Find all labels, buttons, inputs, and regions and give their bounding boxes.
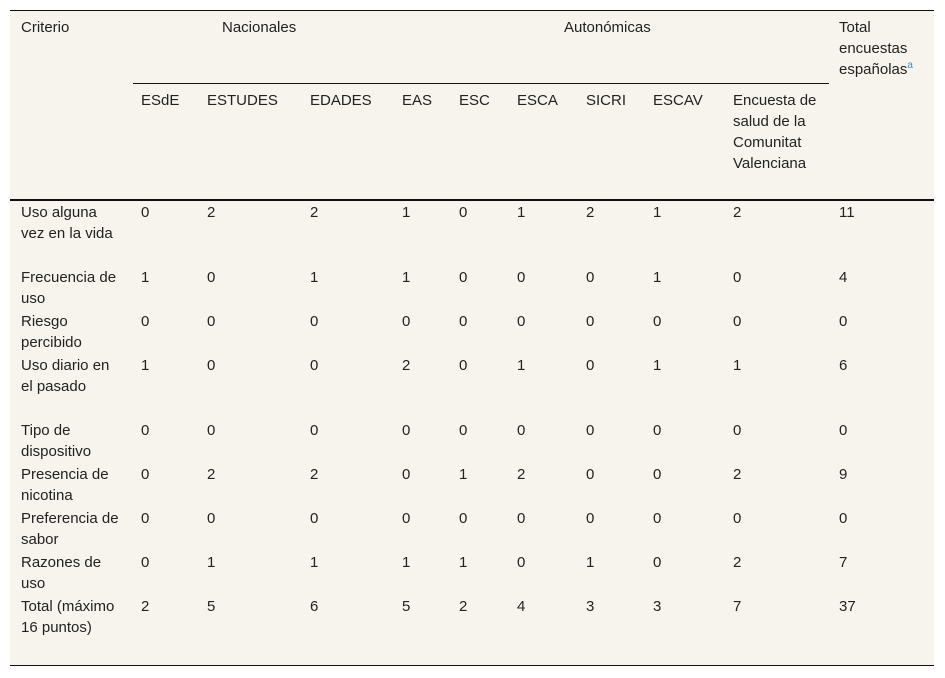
table-cell: 0 xyxy=(517,269,526,286)
table-cell: 0 xyxy=(653,466,662,483)
total-cell: 0 xyxy=(839,510,848,527)
row-label: Razones de uso xyxy=(21,554,102,592)
table-cell: 0 xyxy=(586,269,595,286)
table-cell: 0 xyxy=(141,510,150,527)
table-cell: 1 xyxy=(141,269,150,286)
table-cell: 0 xyxy=(733,269,742,286)
table-cell: 2 xyxy=(207,204,216,221)
total-cell: 0 xyxy=(839,422,848,439)
table-cell: 0 xyxy=(207,313,216,330)
table-cell: 0 xyxy=(141,554,150,571)
table-cell: 0 xyxy=(653,510,662,527)
table-cell: 0 xyxy=(207,357,216,374)
total-cell: 4 xyxy=(839,269,848,286)
table-cell: 1 xyxy=(459,554,468,571)
header-rule xyxy=(10,199,934,201)
table-cell: 2 xyxy=(310,466,319,483)
table-cell: 1 xyxy=(402,269,411,286)
table-cell: 0 xyxy=(586,510,595,527)
total-cell: 37 xyxy=(839,598,856,615)
table-cell: 5 xyxy=(402,598,411,615)
table-cell: 1 xyxy=(459,466,468,483)
table-cell: 0 xyxy=(586,357,595,374)
table-cell: 0 xyxy=(141,422,150,439)
table-cell: 0 xyxy=(653,554,662,571)
total-cell: 9 xyxy=(839,466,848,483)
table-cell: 0 xyxy=(517,422,526,439)
table-cell: 2 xyxy=(310,204,319,221)
table-cell: 0 xyxy=(733,422,742,439)
table-cell: 1 xyxy=(402,554,411,571)
column-header: ESCA xyxy=(517,92,558,109)
table-cell: 0 xyxy=(141,466,150,483)
table-cell: 1 xyxy=(517,204,526,221)
table-cell: 1 xyxy=(653,269,662,286)
table-cell: 1 xyxy=(586,554,595,571)
table-cell: 0 xyxy=(141,313,150,330)
column-header: ESTUDES xyxy=(207,92,278,109)
table-cell: 4 xyxy=(517,598,526,615)
table-cell: 0 xyxy=(586,466,595,483)
row-label: Presencia de nicotina xyxy=(21,466,109,504)
table-cell: 0 xyxy=(517,554,526,571)
row-label: Uso alguna vez en la vida xyxy=(21,204,113,242)
total-cell: 7 xyxy=(839,554,848,571)
table-cell: 2 xyxy=(141,598,150,615)
top-rule xyxy=(10,10,934,11)
column-header: EDADES xyxy=(310,92,372,109)
table-cell: 1 xyxy=(517,357,526,374)
table-cell: 1 xyxy=(207,554,216,571)
table-cell: 0 xyxy=(459,269,468,286)
footnote-marker[interactable]: a xyxy=(907,60,913,71)
header-nacionales: Nacionales xyxy=(222,19,297,36)
table-cell: 2 xyxy=(207,466,216,483)
table-cell: 0 xyxy=(207,422,216,439)
table-cell: 2 xyxy=(459,598,468,615)
row-label: Total (máximo 16 puntos) xyxy=(21,598,115,636)
table-cell: 2 xyxy=(586,204,595,221)
table-panel xyxy=(10,10,934,666)
column-header: ESCAV xyxy=(653,92,703,109)
table-cell: 1 xyxy=(310,554,319,571)
table-cell: 0 xyxy=(586,313,595,330)
table-cell: 0 xyxy=(459,204,468,221)
table-cell: 0 xyxy=(459,357,468,374)
table-cell: 0 xyxy=(459,422,468,439)
column-header: Encuesta de salud de la Comunitat Valenciana xyxy=(733,92,817,172)
group-rule xyxy=(133,83,829,84)
row-label: Frecuencia de uso xyxy=(21,269,117,307)
table-cell: 0 xyxy=(517,313,526,330)
table-cell: 0 xyxy=(310,357,319,374)
total-cell: 11 xyxy=(839,204,855,221)
table-cell: 1 xyxy=(141,357,150,374)
total-cell: 6 xyxy=(839,357,848,374)
table-cell: 1 xyxy=(733,357,742,374)
table-cell: 0 xyxy=(141,204,150,221)
table-cell: 0 xyxy=(733,313,742,330)
row-label: Riesgo percibido xyxy=(21,313,82,351)
table-cell: 0 xyxy=(653,422,662,439)
header-total xyxy=(839,17,923,80)
table-cell: 0 xyxy=(517,510,526,527)
bottom-rule xyxy=(10,665,934,666)
table-cell: 0 xyxy=(459,510,468,527)
table-cell: 0 xyxy=(402,510,411,527)
table-cell: 0 xyxy=(733,510,742,527)
table-cell: 0 xyxy=(207,269,216,286)
row-label: Uso diario en el pasado xyxy=(21,357,110,395)
row-label: Tipo de dispositivo xyxy=(21,422,92,460)
row-label: Preferencia de sabor xyxy=(21,510,119,548)
column-header: ESdE xyxy=(141,92,180,109)
table-cell: 2 xyxy=(733,204,742,221)
column-header: SICRI xyxy=(586,92,627,109)
table-cell: 1 xyxy=(310,269,319,286)
table-cell: 2 xyxy=(733,554,742,571)
table-cell: 7 xyxy=(733,598,742,615)
table-cell: 2 xyxy=(402,357,411,374)
header-total-label: Total encuestas españolas xyxy=(839,19,908,78)
table-cell: 3 xyxy=(586,598,595,615)
table-cell: 1 xyxy=(653,357,662,374)
table-cell: 2 xyxy=(517,466,526,483)
table-cell: 0 xyxy=(459,313,468,330)
header-criterio: Criterio xyxy=(21,19,70,36)
table-cell: 0 xyxy=(402,466,411,483)
table-cell: 0 xyxy=(310,510,319,527)
table-cell: 2 xyxy=(733,466,742,483)
table-cell: 0 xyxy=(402,313,411,330)
table-cell: 5 xyxy=(207,598,216,615)
table-cell: 0 xyxy=(586,422,595,439)
table-cell: 0 xyxy=(207,510,216,527)
table-cell: 0 xyxy=(653,313,662,330)
table-cell: 6 xyxy=(310,598,319,615)
table-cell: 1 xyxy=(653,204,662,221)
header-autonomicas: Autonómicas xyxy=(564,19,651,36)
column-header: ESC xyxy=(459,92,490,109)
table-cell: 0 xyxy=(310,313,319,330)
table-cell: 0 xyxy=(402,422,411,439)
table-cell: 3 xyxy=(653,598,662,615)
table-cell: 0 xyxy=(310,422,319,439)
column-header: EAS xyxy=(402,92,433,109)
table-cell: 1 xyxy=(402,204,411,221)
total-cell: 0 xyxy=(839,313,848,330)
